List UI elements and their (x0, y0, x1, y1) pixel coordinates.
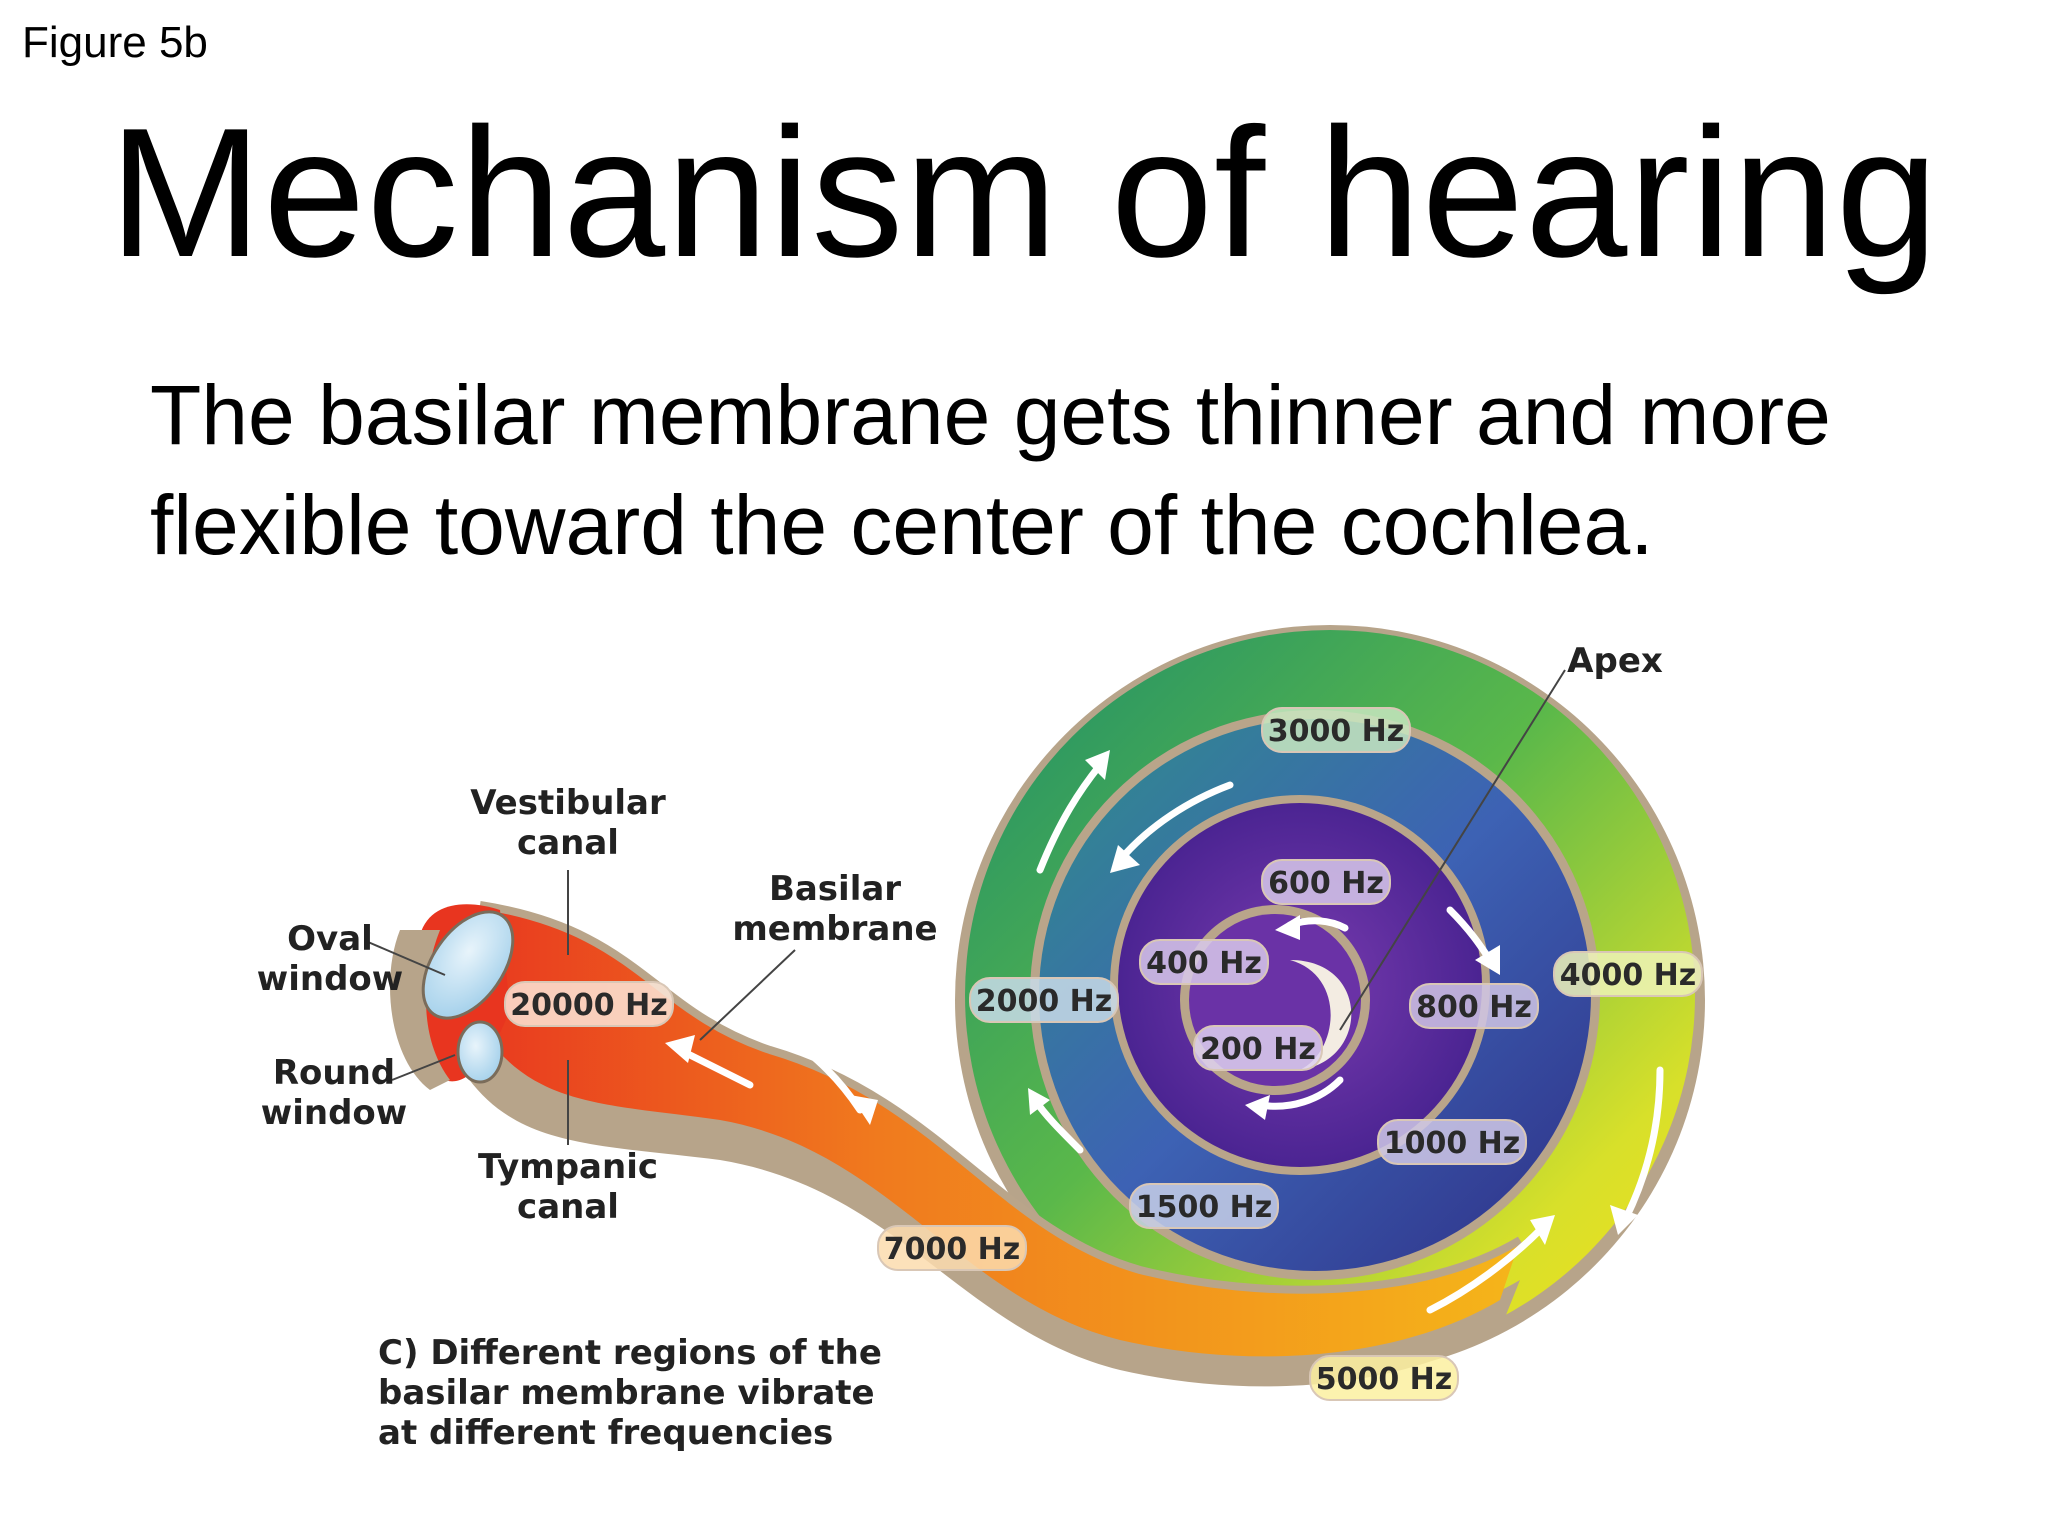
freq-800-text: 800 Hz (1416, 990, 1532, 1025)
label-apex: Apex (1567, 641, 1663, 681)
label-oval-2: window (256, 959, 404, 999)
freq-2000 (970, 978, 1118, 1022)
freq-5000 (1310, 1356, 1458, 1400)
caption-line-2: basilar membrane vibrate (378, 1373, 875, 1413)
freq-4000 (1554, 952, 1702, 996)
freq-7000-text: 7000 Hz (883, 1232, 1021, 1267)
label-round-1: Round (272, 1053, 396, 1093)
label-basilar-1: Basilar (768, 869, 902, 909)
label-oval-1: Oval (287, 919, 373, 959)
freq-1500-text: 1500 Hz (1135, 1190, 1273, 1225)
label-basilar-2: membrane (732, 909, 938, 949)
freq-1000 (1378, 1120, 1526, 1164)
freq-20000 (505, 982, 673, 1026)
label-round-2: window (260, 1093, 408, 1133)
freq-200-text: 200 Hz (1200, 1032, 1316, 1067)
caption-line-3: at different frequencies (378, 1413, 834, 1453)
diagram-caption (378, 1333, 882, 1453)
page-title: Mechanism of hearing (108, 89, 1940, 295)
freq-600-text: 600 Hz (1268, 866, 1384, 901)
freq-800 (1410, 984, 1538, 1028)
freq-3000-text: 3000 Hz (1267, 714, 1405, 749)
freq-7000 (878, 1226, 1026, 1270)
freq-1500 (1130, 1184, 1278, 1228)
freq-400-text: 400 Hz (1146, 946, 1262, 981)
freq-2000-text: 2000 Hz (975, 984, 1113, 1019)
subtitle-line-1: The basilar membrane gets thinner and more (150, 368, 1831, 462)
label-tympanic-2: canal (517, 1187, 619, 1227)
freq-600 (1262, 860, 1390, 904)
subtitle-line-2: flexible toward the center of the cochlea. (150, 478, 1654, 572)
freq-400 (1140, 940, 1268, 984)
label-tympanic-1: Tympanic (477, 1147, 659, 1187)
freq-4000-text: 4000 Hz (1559, 958, 1697, 993)
freq-200 (1194, 1026, 1322, 1070)
caption-line-1: C) Different regions of the (378, 1333, 882, 1373)
freq-1000-text: 1000 Hz (1383, 1126, 1521, 1161)
freq-3000 (1262, 708, 1410, 752)
freq-20000-text: 20000 Hz (510, 988, 668, 1023)
freq-5000-text: 5000 Hz (1315, 1362, 1453, 1397)
label-vestibular-1: Vestibular (470, 783, 666, 823)
round-window (458, 1022, 502, 1082)
label-vestibular-2: canal (517, 823, 619, 863)
figure-label: Figure 5b (22, 18, 208, 67)
